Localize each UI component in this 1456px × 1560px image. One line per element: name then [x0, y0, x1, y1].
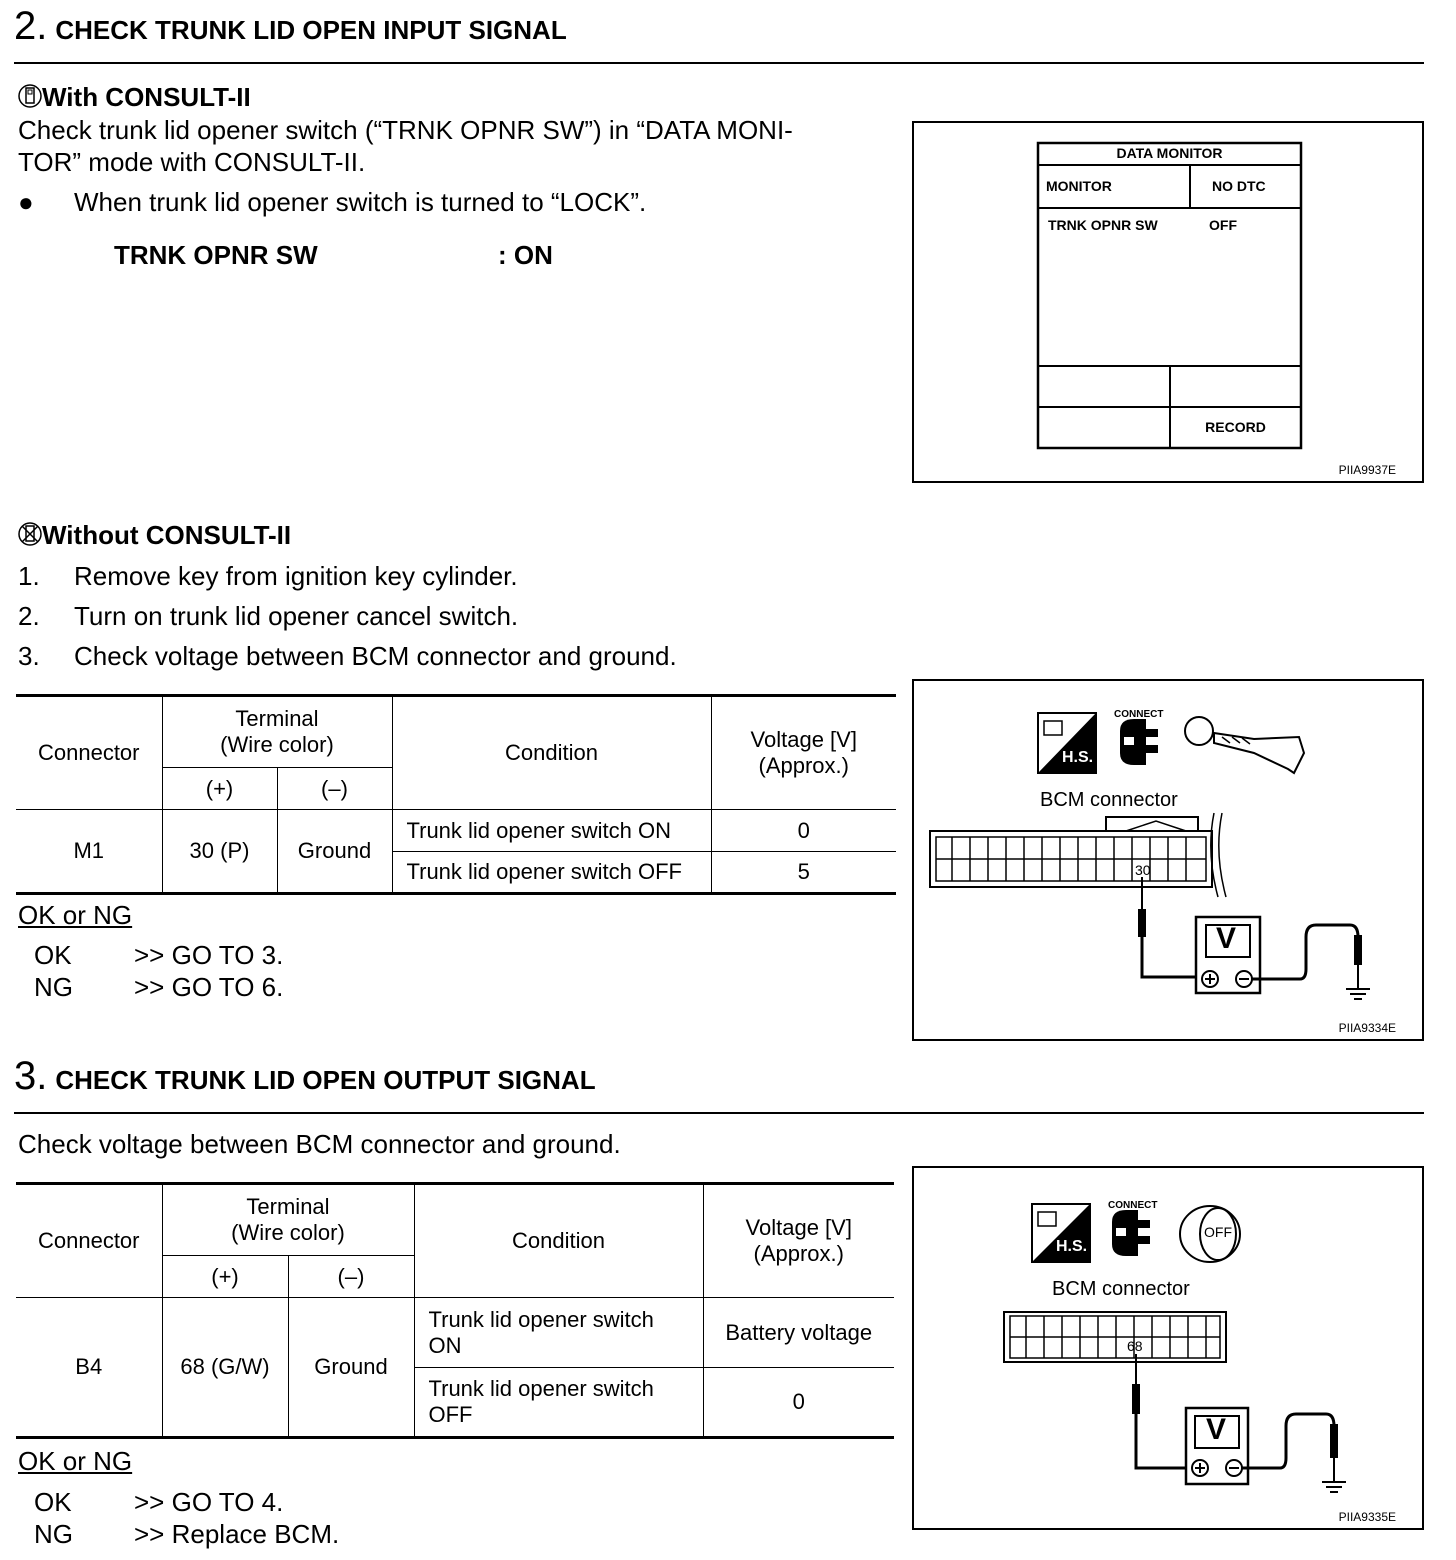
bcm-connector-figure-1 — [912, 679, 1424, 1041]
dm-col-monitor: MONITOR — [1046, 178, 1112, 194]
cell-condition: Trunk lid opener switch ON — [414, 1298, 703, 1368]
cell-condition: Trunk lid opener switch OFF — [392, 852, 711, 894]
connector-label: BCM connector — [1052, 1278, 1190, 1300]
no-consult-icon — [18, 520, 42, 548]
probe-wire-ground — [1252, 925, 1370, 999]
cell-plus: 30 (P) — [162, 810, 277, 894]
figure-code: PIIA9334E — [1338, 1021, 1396, 1035]
th-minus: (–) — [288, 1256, 414, 1298]
data-monitor-screen — [914, 123, 1422, 481]
probe-wire-ground — [1242, 1414, 1346, 1492]
cell-minus: Ground — [277, 810, 392, 894]
dm-title: DATA MONITOR — [1116, 145, 1223, 161]
step-item-3: 3. Check voltage between BCM connector and ground. — [18, 641, 677, 671]
ok-or-ng-title: OK or NG — [18, 900, 133, 930]
bullet-icon: ● — [18, 187, 34, 217]
table-row — [16, 810, 896, 852]
th-condition: Condition — [392, 696, 711, 810]
dm-row-value: OFF — [1209, 217, 1237, 233]
cell-connector: B4 — [16, 1298, 162, 1438]
step-item-1: 1. Remove key from ignition key cylinder. — [18, 561, 518, 591]
bcm-connector-shape — [930, 813, 1226, 897]
connect-label: CONNECT — [1108, 1200, 1158, 1211]
voltage-table-2 — [16, 1182, 894, 1439]
cell-voltage: 0 — [711, 810, 896, 852]
th-plus: (+) — [162, 768, 277, 810]
cell-connector: M1 — [16, 810, 162, 894]
dm-row-label: TRNK OPNR SW — [1048, 217, 1158, 233]
cell-voltage: 5 — [711, 852, 896, 894]
connect-label: CONNECT — [1114, 709, 1164, 720]
hs-label: H.S. — [1062, 749, 1094, 766]
cell-voltage: Battery voltage — [703, 1298, 894, 1368]
with-consult-line1: Check trunk lid opener switch (“TRNK OPNR SW”) in “DATA MONI- — [18, 115, 793, 145]
figure-code: PIIA9335E — [1338, 1510, 1396, 1524]
step-2-header — [14, 4, 1424, 64]
bcm-connector-shape — [1004, 1312, 1226, 1362]
without-consult-heading: Without CONSULT-II — [18, 520, 291, 551]
th-voltage: Voltage [V] (Approx.) — [703, 1184, 894, 1298]
with-consult-heading: With CONSULT-II — [18, 82, 251, 113]
off-label: OFF — [1204, 1224, 1232, 1240]
ignition-key-icon — [1185, 717, 1304, 773]
ok-or-ng-title: OK or NG — [18, 1446, 133, 1476]
ok-result[interactable]: OK >> GO TO 3. — [34, 940, 284, 970]
ng-result[interactable]: NG >> Replace BCM. — [34, 1519, 340, 1549]
step-item-2: 2. Turn on trunk lid opener cancel switch. — [18, 601, 519, 631]
step-title: CHECK TRUNK LID OPEN INPUT SIGNAL — [55, 15, 567, 45]
probe-wire-positive — [1138, 877, 1204, 977]
th-terminal: Terminal (Wire color) — [162, 1184, 414, 1256]
table-row — [16, 1298, 894, 1368]
connector-label: BCM connector — [1040, 789, 1178, 811]
ok-result[interactable]: OK >> GO TO 4. — [34, 1487, 284, 1517]
step-number: 2. — [14, 4, 48, 48]
th-connector: Connector — [16, 696, 162, 810]
voltage-table-1 — [16, 694, 896, 895]
measurement-diagram — [914, 681, 1422, 1039]
th-voltage: Voltage [V] (Approx.) — [711, 696, 896, 810]
step-number: 3. — [14, 1054, 48, 1098]
th-condition: Condition — [414, 1184, 703, 1298]
step-3-header — [14, 1054, 1424, 1114]
step-3-intro: Check voltage between BCM connector and ground. — [18, 1129, 621, 1159]
cell-plus: 68 (G/W) — [162, 1298, 288, 1438]
ng-result[interactable]: NG >> GO TO 6. — [34, 972, 284, 1002]
voltmeter-label: V — [1206, 1413, 1227, 1446]
cell-minus: Ground — [288, 1298, 414, 1438]
th-terminal: Terminal (Wire color) — [162, 696, 392, 768]
cell-voltage: 0 — [703, 1368, 894, 1438]
th-plus: (+) — [162, 1256, 288, 1298]
data-monitor-figure — [912, 121, 1424, 483]
connect-icon — [1112, 1210, 1150, 1256]
connect-icon — [1120, 719, 1158, 765]
measurement-diagram — [914, 1168, 1422, 1528]
dm-col-nodtc: NO DTC — [1212, 178, 1266, 194]
pin-number: 68 — [1127, 1338, 1143, 1354]
th-minus: (–) — [277, 768, 392, 810]
cell-condition: Trunk lid opener switch OFF — [414, 1368, 703, 1438]
figure-code: PIIA9937E — [1338, 463, 1396, 477]
with-consult-line2: TOR” mode with CONSULT-II. — [18, 147, 366, 177]
voltmeter-label: V — [1216, 922, 1237, 955]
dm-record-button[interactable]: RECORD — [1205, 419, 1266, 435]
pin-number: 30 — [1135, 862, 1151, 878]
bcm-connector-figure-2 — [912, 1166, 1424, 1530]
th-connector: Connector — [16, 1184, 162, 1298]
bullet-item: ● When trunk lid opener switch is turned to “LOCK”. — [18, 187, 647, 217]
consult-tool-icon — [18, 82, 42, 110]
monitor-item-label: TRNK OPNR SW — [114, 240, 318, 270]
hs-label: H.S. — [1056, 1238, 1088, 1255]
monitor-item-value: : ON — [498, 240, 553, 270]
step-title: CHECK TRUNK LID OPEN OUTPUT SIGNAL — [55, 1065, 596, 1095]
cell-condition: Trunk lid opener switch ON — [392, 810, 711, 852]
